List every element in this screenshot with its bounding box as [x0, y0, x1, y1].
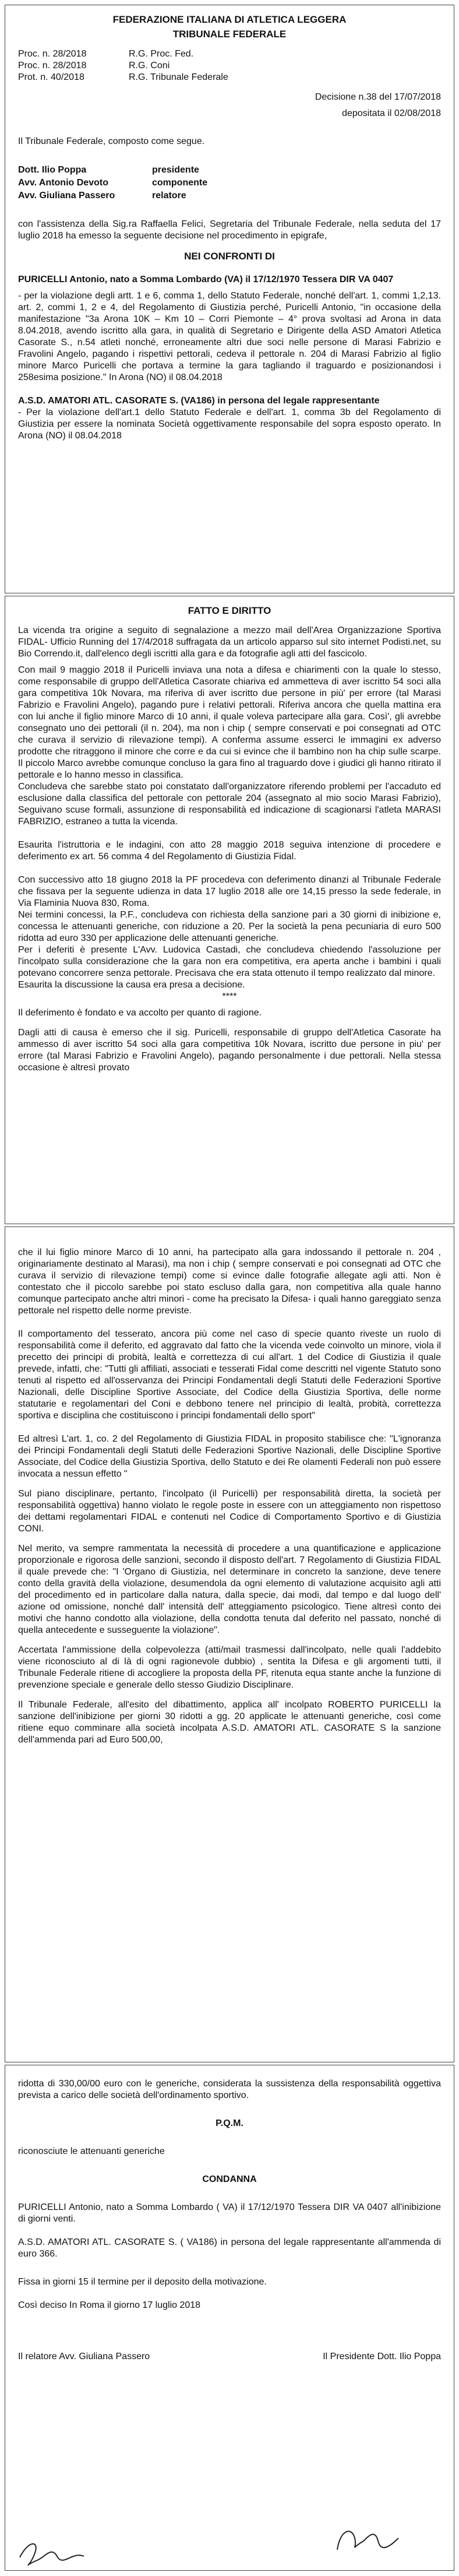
- facts-paragraph: Nei termini concessi, la P.F., concludeva con richiesta della sanzione pari a 30 giorni di inibizione e, concessa le attenuanti generiche, con riduzione a 20. Per la società la pena pecuniaria di euro 500 ridotta ad euro 330 per applicazione delle attenuanti generiche.: [18, 910, 441, 943]
- facts-section: [5, 596, 454, 1224]
- verdict-section: [5, 2065, 454, 2571]
- assistance-paragraph: con l'assistenza della Sig.ra Raffaella Felici, Segretaria del Tribunale Federale, nella seduta del 17 luglio 2018 ha emesso la seguente decisione nel procedimento in epigrafe,: [18, 219, 441, 241]
- proc-list: [18, 48, 441, 83]
- reasoning-section: [5, 1227, 454, 2062]
- facts-paragraph: Con successivo atto 18 giugno 2018 la PF procedeva con deferimento dinanzi al Tribunale Federale che fissava per la seguente udienza in data 17 luglio 2018 alle ore 14,15 presso la sede federale, in Via Flaminia Nuova 830, Roma.: [18, 875, 441, 908]
- mitigation-line: riconosciute le attenuanti generiche: [18, 2146, 165, 2156]
- proc-line: Proc. n. 28/2018 R.G. Coni: [18, 61, 170, 71]
- decided-line: Così deciso In Roma il giorno 17 luglio 2018: [18, 2300, 201, 2310]
- proc-line: Prot. n. 40/2018 R.G. Tribunale Federale: [18, 72, 228, 82]
- reasoning-paragraph: Nel merito, va sempre rammentata la necessità di procedere a una quantificazione e applicazione proporzionale e rigorosa delle sanzioni, secondo il disposto dell'art. 7 Regolamento di Giustizia FIDAL il quale prevede che: "I 'Organo di Giustizia, nel determinare in concreto la sanzione, deve tenere conto della gravità della violazione, desumendola da ogni elemento di valutazione acquisito agli atti del procedimento ed in particolare dalla natura, dalla specie, dai modi, dal tempo e dal luogo dell' azione od omissione, nonché dall' intensità dell' atteggiamento psicologico. Tiene altresì conto dei motivi che hanno condotto alla violazione, della condotta tenuta dal deferito nel passato, nonché di quella antecedente e susseguente la violazione".: [18, 1544, 441, 1635]
- facts-paragraph: Concludeva che sarebbe stato poi constatato dall'organizzatore riferendo problemi per l'accaduto ed esclusione dalla classifica del pettorale con pettorale 204 (assegnato al mio socio Marasi Fabrizio), Seguivano scuse formali, assunzione di responsabilità ed indicazione di scagionarsi l'atleta MARASI FABRIZIO, estraneo a tutta la vicenda.: [18, 782, 441, 827]
- facts-paragraph: Il deferimento è fondato e va accolto per quanto di ragione.: [18, 1008, 262, 1018]
- decision-number: Decisione n.38 del 17/07/2018: [315, 92, 441, 102]
- members-list: [18, 164, 441, 202]
- tribunal-title: TRIBUNALE FEDERALE: [172, 29, 287, 40]
- reasoning-paragraph: Sul piano disciplinare, pertanto, l'incolpato (il Puricelli) per responsabilità diretta, la società per responsabilità oggettiva) hanno violato le regole poste in essere con un atteggiamento non rispettoso dei dettami regolamentari FIDAL e contenuti nel Codice di Comportamento Sportivo e di Giustizia CONI.: [18, 1489, 441, 1534]
- facts-paragraph: Per i deferiti è presente L'Avv. Ludovica Castadi, che concludeva chiedendo l'assoluzione per l'incolpato sulla considerazione che la gara non era competitiva, era aperta anche i bambini i quali potevano concorrere senza pettorale. Precisava che era stata ottenuto il tempo realizzato dal minore.: [18, 945, 441, 978]
- header-section: [5, 5, 454, 593]
- signatures-row: [18, 2351, 441, 2363]
- proc-line: Proc. n. 28/2018 R.G. Proc. Fed.: [18, 49, 194, 59]
- separator-stars: ****: [222, 992, 237, 1001]
- president-signature-label: Il Presidente Dott. Ilio Poppa: [323, 2352, 441, 2361]
- reasoning-paragraph: Accertata l'ammissione della colpevolezza (atti/mail trasmessi dall'incolpato, nelle quali l'addebito viene riconosciuto al di là di ogni ragionevole dubbio) , sentita la Difesa e gli argomenti tutti, il Tribunale Federale ritiene di accogliere la proposta della PF, ritenuta equa stante anche la funzione di prevenzione speciale e generale dello stesso Giudizio Disciplinare.: [18, 1645, 441, 1690]
- member-row: Dott. Ilio Poppa presidente: [18, 165, 199, 175]
- reasoning-paragraph: Il comportamento del tesserato, ancora più come nel caso di specie quanto riveste un ruolo di responsabilità come il deferito, ed aggravato dal fatto che la vicenda vede coinvolto un minore, viola il precetto dei principi di probità, lealtà e correttezza di cui all'art. 1 del Codice di Giustizia il quale prevede, infatti, che: "Tutti gli affiliati, associati e tesserati Fidal come descritti nel vigente Statuto sono tenuti al rispetto ed all'osservanza dei Principi Fondamentali degli Statuti delle Federazioni Sportive Nazionali, delle Discipline Sportive Associate, del Codice della Giustizia Sportiva, delle norme statutarie e regolamentari del Coni e debbono tenere nel principio di lealtà, probità, correttezza sportiva e disciplina che costituiscono i principi fondamentali dello sport": [18, 1329, 441, 1421]
- member-row: Avv. Antonio Devoto componente: [18, 178, 208, 188]
- sentence-person: PURICELLI Antonio, nato a Somma Lombardo ( VA) il 17/12/1970 Tessera DIR VA 0407 all'inibizione di giorni venti.: [18, 2202, 441, 2224]
- sentence-club: A.S.D. AMATORI ATL. CASORATE S. ( VA186) in persona del legale rappresentante all'ammenda di euro 366.: [18, 2237, 441, 2259]
- federation-title: FEDERAZIONE ITALIANA DI ATLETICA LEGGERA: [112, 14, 347, 25]
- condemns-heading: CONDANNA: [202, 2174, 257, 2184]
- accused-club-heading: A.S.D. AMATORI ATL. CASORATE S. (VA186) in persona del legale rappresentante: [18, 396, 380, 406]
- rapporteur-handwritten-signature: [17, 2534, 87, 2569]
- rapporteur-signature-label: Il relatore Avv. Giuliana Passero: [18, 2352, 150, 2361]
- facts-paragraph: Con mail 9 maggio 2018 il Puricelli inviava una nota a difesa e chiarimenti con la quale lo stesso, come responsabile di gruppo dell'Atletica Casorate chiariva ed ammetteva di aver iscritto 54 soci alla gara competitiva 10k Novara, ma riferiva di aver iscritto due persone in più' per errore (tal Marasi Fabrizio e Fravolini Angelo), pagando pure i relativi pettorali. Riferiva ancora che quella mattina era con lui anche il figlio minore Marco di 10 anni, il quale voleva partecipare alla gara. Così', gli avrebbe consegnato uno dei pettorali (il n. 204), ma non i chip ( sempre conservati e poi consegnati ad OTC che curava il servizio di rilevazione tempi). A conferma assume esserci le immagini ex adverso prodotte che ritraggono il minore che corre e da cui si evince che il bambino non ha chip sulle scarpe. Il piccolo Marco avrebbe comunque concluso la gara fino al traguardo dove i giudici gli hanno ritirato il pettorale e lo hanno messo in classifica.: [18, 665, 441, 780]
- reasoning-paragraph: Il Tribunale Federale, all'esito del dibattimento, applica all' incolpato ROBERTO PURICELLI la sanzione dell'inibizione per giorni 30 ridotti a gg. 20 applicate le attenuanti generiche, così come ritiene equo comminare alla società incolpata A.S.D. AMATORI ATL. CASORATE S la sanzione dell'ammenda pari ad Euro 500,00,: [18, 1700, 441, 1745]
- facts-heading: FATTO E DIRITTO: [188, 605, 271, 616]
- reduction-paragraph: ridotta di 330,00/00 euro con le generiche, considerata la sussistenza della responsabilità oggettiva prevista a carico delle società dell'ordinamento sportivo.: [18, 2079, 441, 2100]
- facts-paragraph: La vicenda tra origine a seguito di segnalazione a mezzo mail dell'Area Organizzazione Sportiva FIDAL- Ufficio Running del 17/4/2018 suffragata da un articolo apparso sul sito internet Podisti.net, su Bio Correndo.it, dall'elenco degli iscritti alla gara e da fotografie agli atti del fascicolo.: [18, 625, 441, 659]
- composition-line: Il Tribunale Federale, composto come segue.: [18, 136, 205, 146]
- accused-person-heading: PURICELLI Antonio, nato a Somma Lombardo (VA) il 17/12/1970 Tessera DIR VA 0407: [18, 275, 394, 284]
- member-row: Avv. Giuliana Passero relatore: [18, 191, 186, 201]
- reasoning-paragraph: che il lui figlio minore Marco di 10 anni, ha partecipato alla gara indossando il pettorale n. 204 , originariamente destinato al Marasi), ma non i chip ( sempre conservati e poi consegnati ad OTC che curava il servizio di rilevazione tempi) come si evince dalle fotografie allegate agli atti. Non è contestato che il piccolo sarebbe poi stato escluso dalla gara, non competitiva alla quale hanno comunque partecipato anche altri minori - come ha precisato la Difesa- i quali hanno gareggiato senza pettorale nel rispetto delle norme previste.: [18, 1247, 441, 1316]
- facts-paragraph: Esaurita l'istruttoria e le indagini, con atto 28 maggio 2018 seguiva intenzione di procedere e deferimento ex art. 56 comma 4 del Regolamento di Giustizia Fidal.: [18, 840, 441, 862]
- facts-paragraph: Esaurita la discussione la causa era presa a decisione.: [18, 980, 245, 990]
- reasoning-paragraph: Ed altresì L'art. 1, co. 2 del Regolamento di Giustizia FIDAL in proposito stabilisce che: "L'ignoranza dei Principi Fondamentali degli Statuti delle Federazioni Sportive Nazionali, delle Discipline Sportive Associate, del Codice della Giustizia Sportiva, dello Statuto e dei Re olamenti Federali non può essere invocata a nessun effetto ": [18, 1434, 441, 1479]
- against-heading: NEI CONFRONTI DI: [184, 251, 275, 262]
- pqm-heading: P.Q.M.: [216, 2118, 243, 2128]
- deposit-date: depositata il 02/08/2018: [342, 108, 441, 118]
- accused-club-charge: - Per la violazione dell'art.1 dello Statuto Federale e dell'art. 1, comma 3b del Regolamento di Giustizia per essere la nominata Società oggettivamente responsabile del sopra esposto operato. In Arona (NO) il 08.04.2018: [18, 407, 441, 441]
- facts-paragraph: Dagli atti di causa è emerso che il sig. Puricelli, responsabile di gruppo dell'Atletica Casorate ha ammesso di aver iscritto 54 soci alla gara competitiva 10k Novara, iscritto due persone in piu' per errore (tal Marasi Fabrizio e Fravolini Angelo), pagando personalmente i due pettorali. Nella stessa occasione è altresì provato: [18, 1028, 441, 1073]
- accused-person-charge: - per la violazione degli artt. 1 e 6, comma 1, dello Statuto Federale, nonché dell'art. 1, commi 1,2,13. art. 2, commi 1, 2 e 4, del Regolamento di Giustizia perché, Puricelli Antonio, "in occasione della manifestazione "3a Arona 10K – Km 10 – Corri Piemonte – 4° prova svoltasi ad Arona in data 8.04.2018, avendo iscritto alla gara, in qualità di Segretario e Dirigente della ASD Amatori Atletica Casorate S., n.54 atleti nonché, erroneamente altri due soci nelle persone di Marasi Fabrizio e Fravolini Angelo, pagando i rispettivi pettorali, cedeva il pettorale n. 204 di Marasi Fabrizio al figlio minore Marco Puricelli che portava a termine la gara tagliando il traguardo e posizionandosi i 258esima posizione." In Arona (NO) il 08.04.2018: [18, 291, 441, 382]
- president-handwritten-signature: [331, 2524, 401, 2559]
- deadline-line: Fissa in giorni 15 il termine per il deposito della motivazione.: [18, 2277, 267, 2287]
